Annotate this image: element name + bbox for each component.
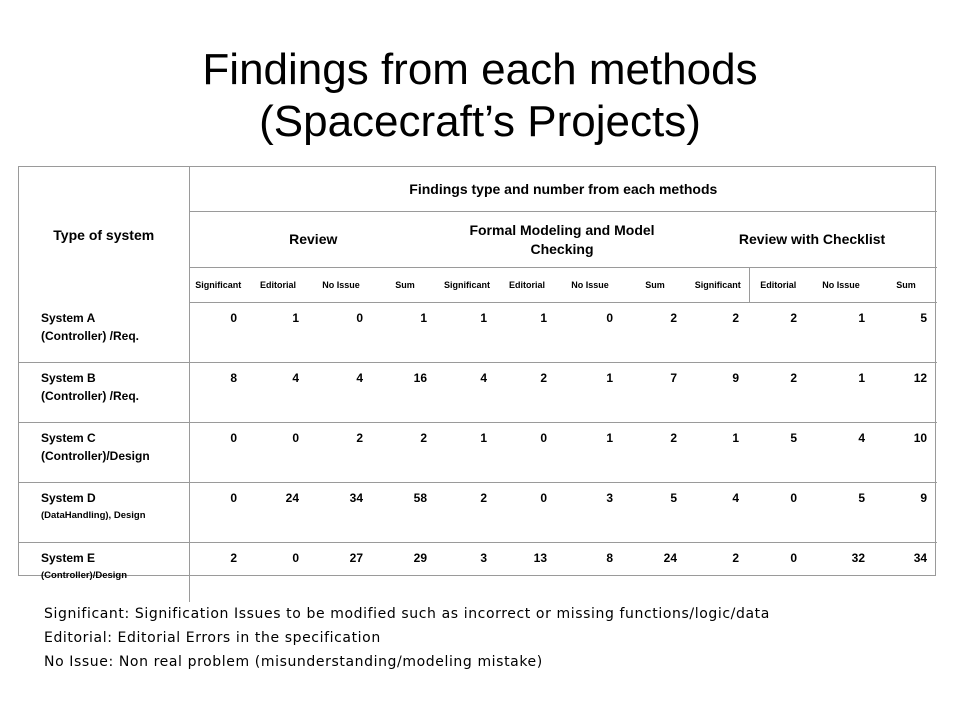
table-row — [19, 363, 937, 423]
table-cell: 0 — [247, 423, 309, 483]
table-cell: 16 — [373, 363, 437, 423]
table-row — [19, 543, 937, 603]
table-row — [19, 483, 937, 543]
table-cell: 2 — [732, 551, 739, 565]
table-cell: 2 — [623, 303, 687, 363]
table-cell: 34 — [309, 483, 373, 543]
table-cell: 1 — [557, 423, 623, 483]
table-cell: 5 — [623, 483, 687, 543]
system-label — [19, 303, 189, 363]
table-cell: 0 — [557, 303, 623, 363]
table-cell: 27 — [349, 551, 363, 565]
system-category: (Controller) /Req. — [41, 328, 139, 343]
table-cell: 5 — [875, 303, 937, 363]
system-name: System B — [41, 371, 96, 385]
table-cell: 0 — [292, 551, 299, 565]
table-cell: 1 — [497, 303, 557, 363]
subheader-sum: Sum — [373, 268, 437, 303]
system-label — [19, 483, 189, 543]
system-label — [19, 363, 189, 423]
findings-header: Findings type and number from each methods — [189, 167, 937, 212]
table-cell: 24 — [663, 551, 677, 565]
table-cell: 0 — [790, 551, 797, 565]
system-category: (DataHandling), Design — [41, 510, 146, 521]
table-cell: 10 — [875, 423, 937, 483]
slide-title — [0, 44, 960, 148]
subheader-editorial: Editorial — [247, 268, 309, 303]
table-cell: 2 — [230, 551, 237, 565]
note-editorial: Editorial: Editorial Errors in the specification — [44, 630, 381, 646]
method-header-review: Review — [189, 212, 437, 268]
findings-table-frame — [18, 166, 936, 581]
system-category: (Controller) /Req. — [41, 389, 139, 403]
table-cell: 3 — [557, 483, 623, 543]
table-cell: 7 — [623, 363, 687, 423]
table-cell: 5 — [807, 483, 875, 543]
subheader-significant: Significant — [437, 268, 497, 303]
table-cell: 0 — [497, 483, 557, 543]
table-cell: 24 — [247, 483, 309, 543]
table-cell: 3 — [480, 551, 487, 565]
table-cell: 1 — [437, 423, 497, 483]
system-category: (Controller)/Design — [41, 570, 128, 581]
system-label — [19, 423, 189, 483]
system-name: System C — [41, 431, 96, 445]
table-cell: 2 — [309, 423, 373, 483]
table-row — [19, 303, 937, 363]
table-cell: 4 — [687, 483, 749, 543]
subheader-significant: Significant — [687, 268, 749, 303]
table-cell: 4 — [247, 363, 309, 423]
table-cell: 2 — [749, 363, 807, 423]
findings-table-body — [19, 303, 937, 603]
table-cell: 4 — [807, 423, 875, 483]
table-cell: 12 — [875, 363, 937, 423]
note-no-issue: No Issue: Non real problem (misunderstanding/modeling mistake) — [44, 654, 543, 670]
type-of-system-header: Type of system — [19, 167, 189, 303]
table-cell: 58 — [373, 483, 437, 543]
subheader-no-issue: No Issue — [807, 268, 875, 303]
subheader-no-issue: No Issue — [557, 268, 623, 303]
method-header-review-checklist: Review with Checklist — [687, 212, 937, 268]
subheader-sum: Sum — [623, 268, 687, 303]
table-cell: 2 — [687, 303, 749, 363]
table-cell: 32 — [851, 551, 865, 565]
table-cell: 1 — [247, 303, 309, 363]
table-cell: 1 — [557, 363, 623, 423]
table-cell: 1 — [437, 303, 497, 363]
slide-title-line-1: Findings from each methods — [202, 45, 758, 94]
table-cell: 0 — [497, 423, 557, 483]
table-cell: 8 — [606, 551, 613, 565]
table-cell: 5 — [749, 423, 807, 483]
system-name: System D — [41, 491, 96, 505]
table-cell: 9 — [875, 483, 937, 543]
subheader-significant: Significant — [189, 268, 247, 303]
table-cell: 0 — [309, 303, 373, 363]
table-cell: 4 — [309, 363, 373, 423]
table-cell: 29 — [413, 551, 427, 565]
table-cell: 2 — [623, 423, 687, 483]
note-significant: Significant: Signification Issues to be modified such as incorrect or missing functions/logic/data — [44, 606, 770, 622]
method-header-formal-modeling: Formal Modeling and Model Checking — [437, 212, 687, 268]
table-cell: 0 — [189, 483, 247, 543]
table-cell: 1 — [807, 303, 875, 363]
subheader-editorial: Editorial — [749, 268, 807, 303]
system-name: System A — [41, 310, 96, 325]
table-cell: 0 — [189, 423, 247, 483]
table-cell: 1 — [687, 423, 749, 483]
table-cell: 1 — [807, 363, 875, 423]
system-name: System E — [41, 551, 96, 565]
legend-notes — [44, 602, 770, 674]
slide-title-line-2: (Spacecraft’s Projects) — [259, 97, 701, 146]
subheader-editorial: Editorial — [497, 268, 557, 303]
subheader-no-issue: No Issue — [309, 268, 373, 303]
table-cell: 0 — [749, 483, 807, 543]
table-cell: 9 — [687, 363, 749, 423]
system-category: (Controller)/Design — [41, 449, 150, 463]
table-cell: 2 — [749, 303, 807, 363]
table-cell: 34 — [913, 551, 928, 565]
table-cell: 8 — [189, 363, 247, 423]
table-cell: 0 — [189, 303, 247, 363]
system-label — [19, 543, 189, 603]
subheader-sum: Sum — [875, 268, 937, 303]
table-cell: 2 — [373, 423, 437, 483]
findings-table — [19, 167, 937, 602]
table-cell: 1 — [373, 303, 437, 363]
table-cell: 4 — [437, 363, 497, 423]
table-cell: 2 — [497, 363, 557, 423]
table-cell: 2 — [437, 483, 497, 543]
table-cell: 13 — [533, 551, 547, 565]
table-row — [19, 423, 937, 483]
